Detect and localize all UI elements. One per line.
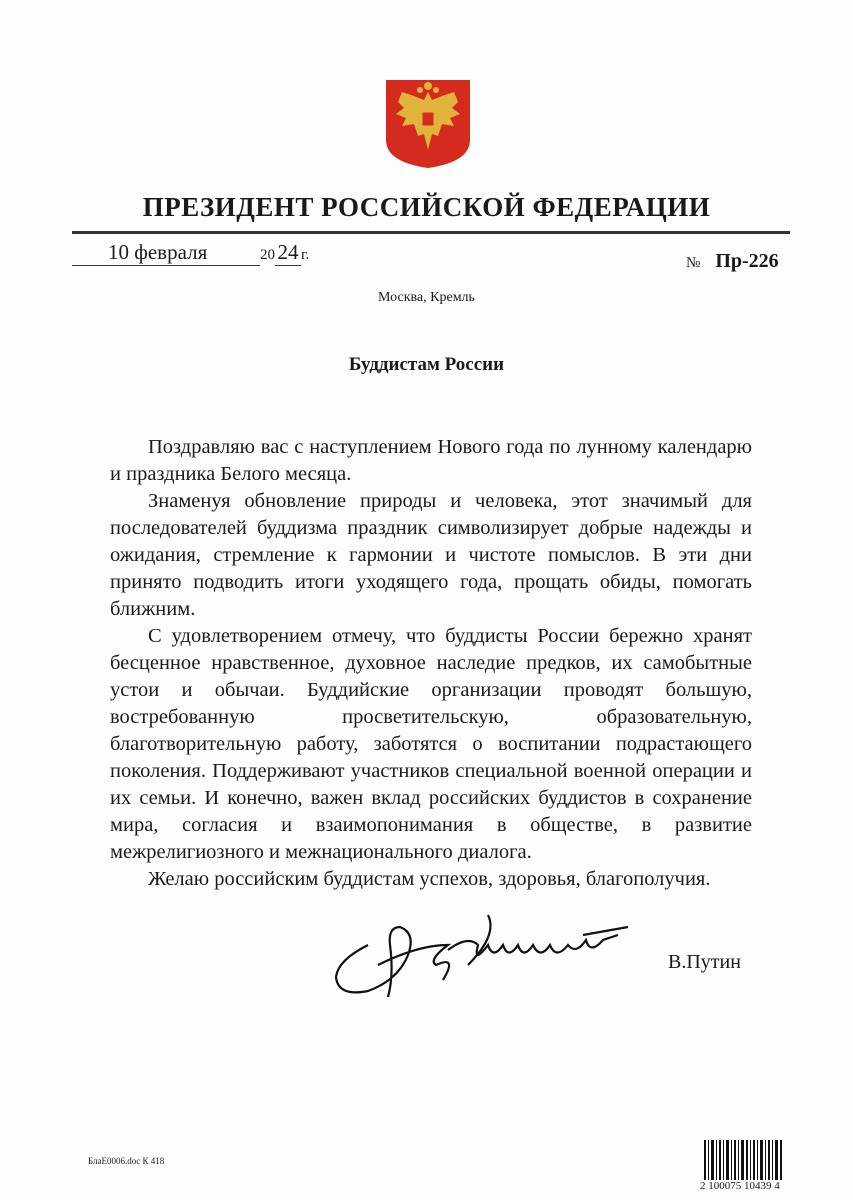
place: Москва, Кремль [378,290,475,305]
barcode-number: 2 100075 10439 4 [700,1180,780,1192]
paragraph: Поздравляю вас с наступлением Нового года по лунному календарю и праздника Белого месяца. [110,436,752,485]
number-value: Пр-226 [715,250,779,272]
date-century: 20 [260,247,275,263]
date-suffix: г. [301,247,310,263]
signature-icon [328,905,638,1005]
paragraph: Желаю российским буддистам успехов, здоровья, благополучия. [148,868,711,890]
coat-of-arms-icon [384,78,472,170]
page-title: ПРЕЗИДЕНТ РОССИЙСКОЙ ФЕДЕРАЦИИ [142,192,711,222]
signature-name: В.Путин [668,951,741,973]
document-number [686,250,779,273]
divider [72,231,790,234]
letter-body [110,434,752,893]
document-date [72,240,309,266]
date-day-month: 10 февраля [72,240,260,266]
footer-code: БлаЕ0006.doc К 418 [88,1156,165,1166]
barcode-bars-icon [704,1140,784,1182]
date-year: 24 [275,240,301,266]
paragraph: Знаменуя обновление природы и человека, этот значимый для последователей буддизма праздник символизирует добрые надежды и ожидания, стремление к гармонии и чистоте помыслов. В эти дни принято подводить итоги уходящего года, прощать обиды, помогать ближним. [110,490,752,620]
paragraph: С удовлетворением отмечу, что буддисты России бережно хранят бесценное нравственное, духовное наследие предков, их самобытные устои и обычаи. Буддийские организации проводят большую, востребованную просветительскую, образовательную, благотворительную работу, заботятся о воспитании подрастающего поколения. Поддерживают участников специальной военной операции и их семьи. И конечно, важен вклад российских буддистов в сохранение мира, согласия и взаимопонимания в обществе, в развитие межрелигиозного и межнационального диалога. [110,625,752,863]
number-label: № [686,255,701,271]
barcode [700,1130,810,1190]
addressee: Буддистам России [348,354,505,375]
